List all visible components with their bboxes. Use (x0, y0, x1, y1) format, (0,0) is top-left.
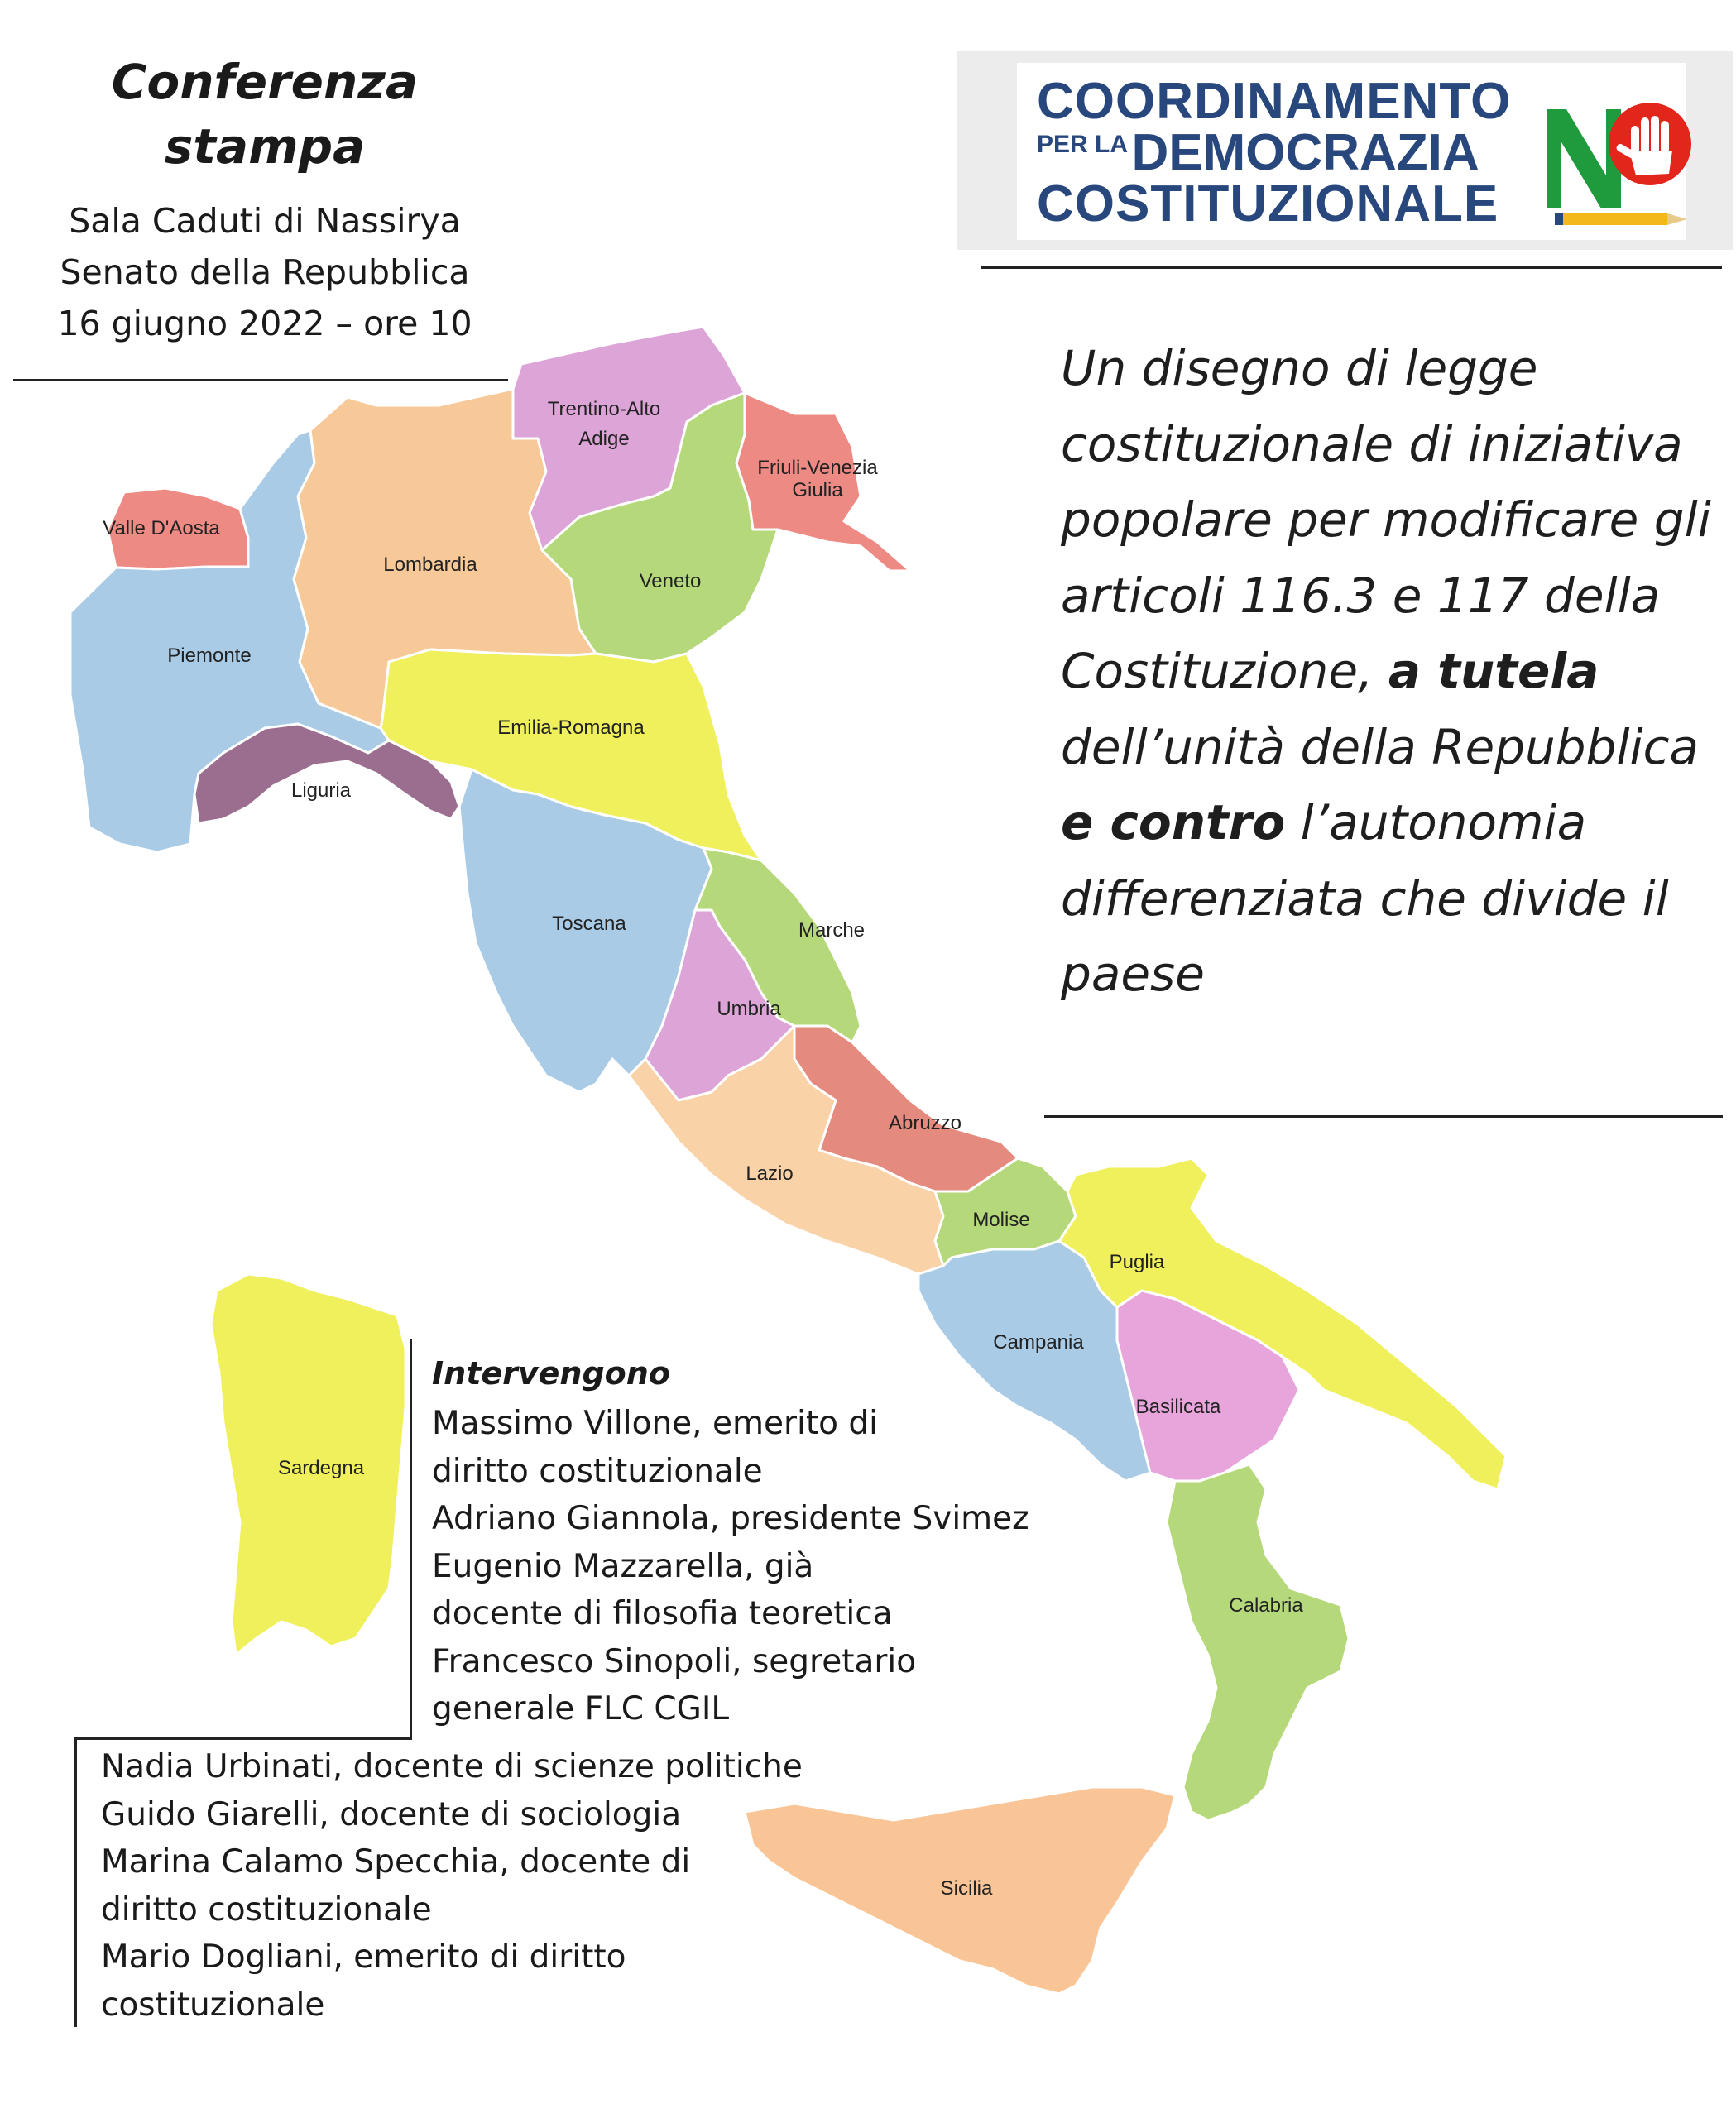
logo-divider (981, 266, 1722, 269)
speaker-line: Marina Calamo Specchia, docente di (101, 1843, 691, 1881)
label-lazio: Lazio (746, 1162, 794, 1185)
label-molise: Molise (972, 1209, 1030, 1231)
no-hand-icon (1530, 68, 1695, 233)
label-lombardia: Lombardia (383, 553, 477, 576)
label-abruzzo: Abruzzo (888, 1112, 962, 1134)
speaker-line: Adriano Giannola, presidente Svimez (432, 1500, 1029, 1537)
label-sicilia: Sicilia (940, 1877, 993, 1900)
organization-logo (957, 51, 1733, 250)
statement-part-2: dell’unità della Repubblica (1061, 718, 1700, 775)
statement-bold-2: e contro (1061, 794, 1286, 851)
speakers-border-right (410, 1339, 412, 1739)
statement-part-3: l’autonomia differenziata che divide il paese (1061, 794, 1669, 1002)
speakers-border-top (74, 1737, 412, 1740)
label-liguria: Liguria (290, 779, 352, 802)
label-piemonte: Piemonte (167, 645, 252, 667)
logo-line-1: COORDINAMENTO (1037, 73, 1512, 130)
label-basilicata: Basilicata (1135, 1396, 1221, 1418)
label-friuli-2: Giulia (792, 479, 843, 501)
label-calabria: Calabria (1229, 1594, 1303, 1617)
speaker-line: Guido Giarelli, docente di sociologia (101, 1795, 682, 1833)
speaker-line: Massimo Villone, emerito di (432, 1405, 878, 1442)
venue-line-2: Senato della Repubblica (60, 252, 470, 292)
speakers-border-left (74, 1737, 77, 2027)
speaker-line: generale FLC CGIL (432, 1690, 730, 1727)
speaker-line: costituzionale (101, 1986, 325, 2024)
press-conference-header (17, 50, 513, 349)
title-line-1: Conferenza (111, 54, 419, 110)
label-sardegna: Sardegna (277, 1457, 365, 1479)
label-trentino-1: Trentino-Alto (547, 398, 661, 420)
logo-line-2 (1037, 126, 1479, 180)
label-umbria: Umbria (717, 998, 781, 1020)
speaker-line: diritto costituzionale (101, 1890, 432, 1929)
label-puglia: Puglia (1109, 1251, 1165, 1273)
logo-line-2-big: DEMOCRAZIA (1131, 124, 1479, 181)
logo-line-3: COSTITUZIONALE (1037, 175, 1499, 232)
label-emilia-romagna: Emilia-Romagna (497, 716, 645, 739)
speakers-list-2 (101, 1743, 846, 2029)
logo-line-2-small: PER LA (1037, 131, 1129, 158)
statement-divider (1044, 1115, 1723, 1118)
speakers-heading: Intervengono (432, 1355, 670, 1392)
region-calabria (1167, 1464, 1349, 1820)
label-marche: Marche (798, 919, 866, 942)
label-toscana: Toscana (552, 913, 626, 935)
statement-part-1: Un disegno di legge costituzionale di iniziativa popolare per modificare gli articoli 116.3 e 117 della Costituzione, (1061, 340, 1711, 699)
speaker-line: diritto costituzionale (432, 1452, 763, 1490)
speakers-list-1 (432, 1349, 1061, 1733)
label-campania: Campania (993, 1331, 1084, 1354)
speaker-line: Mario Dogliani, emerito di diritto (101, 1938, 626, 1976)
header-divider (13, 379, 508, 381)
label-trentino-2: Adige (578, 428, 630, 450)
speaker-line: Eugenio Mazzarella, già (432, 1547, 814, 1585)
speaker-line: Nadia Urbinati, docente di scienze politiche (101, 1748, 803, 1785)
date-time: 16 giugno 2022 – ore 10 (57, 304, 472, 343)
title-line-2: stampa (164, 118, 366, 175)
label-valle-daosta: Valle D'Aosta (103, 517, 220, 539)
speaker-line: Francesco Sinopoli, segretario (432, 1642, 917, 1680)
statement-text (1061, 331, 1723, 1013)
speaker-line: docente di filosofia teoretica (432, 1595, 893, 1632)
venue-line-1: Sala Caduti di Nassirya (69, 201, 461, 241)
label-friuli-1: Friuli-Venezia (757, 457, 878, 479)
statement-bold-1: a tutela (1388, 643, 1599, 699)
label-veneto: Veneto (639, 570, 702, 592)
